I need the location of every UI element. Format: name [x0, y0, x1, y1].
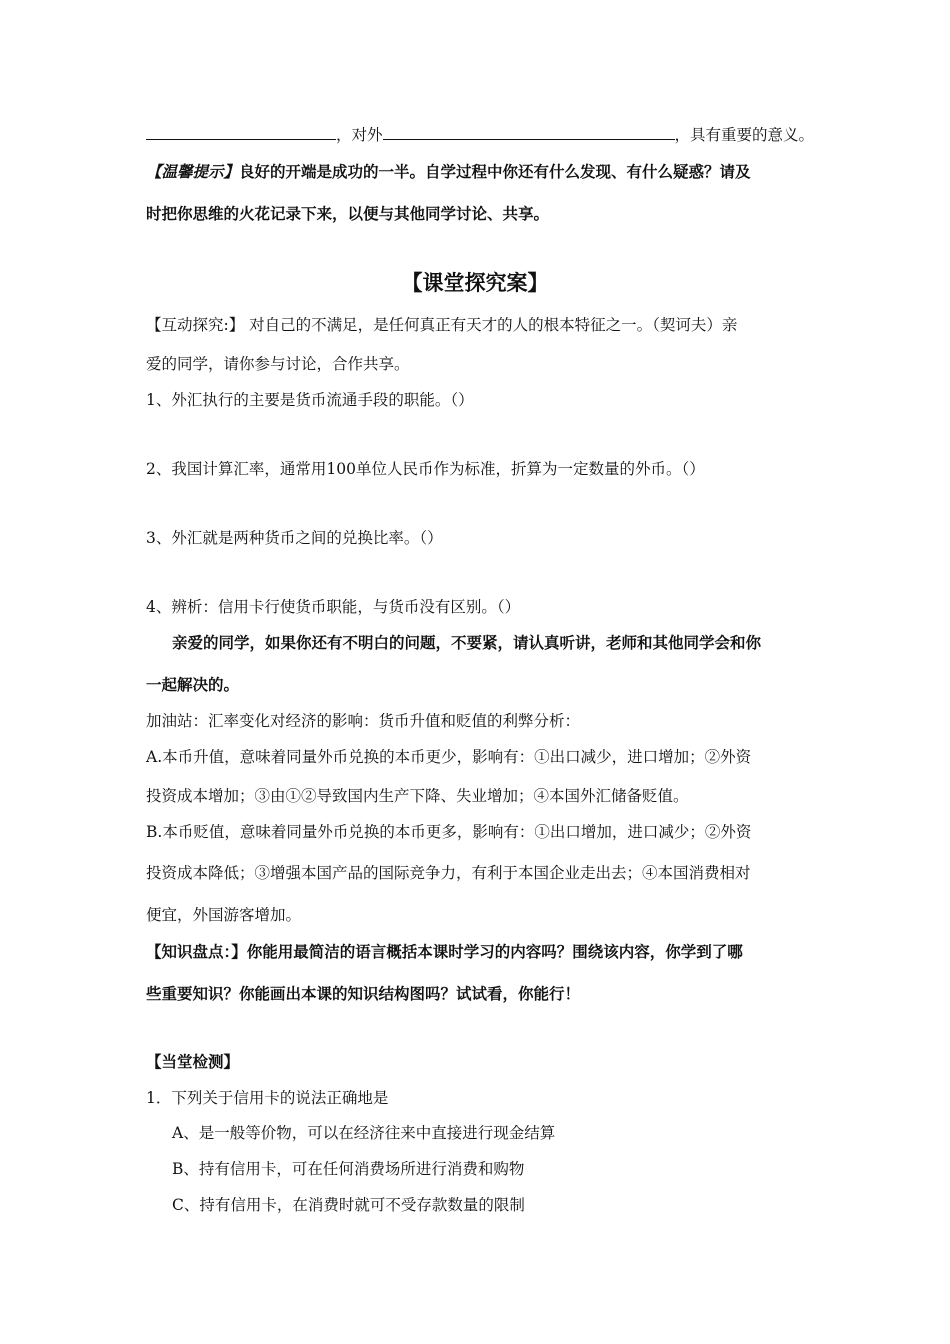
section-heading: 【课堂探究案】 [401, 270, 549, 295]
gas-station-title: 加油站：汇率变化对经济的影响：货币升值和贬值的利弊分析： [146, 712, 581, 730]
encourage-line-2: 一起解决的。 [146, 675, 240, 694]
test-question-1: 1．下列关于信用卡的说法正确地是 [146, 1089, 389, 1107]
answer-blank-1[interactable] [146, 125, 336, 140]
question-4: 4、辨析：信用卡行使货币职能，与货币没有区别。（） [146, 598, 521, 616]
question-2: 2、我国计算汇率，通常用100单位人民币作为标准，折算为一定数量的外币。（） [146, 460, 705, 478]
fill-end-text: ，具有重要的意义。 [674, 126, 815, 144]
tip-line-1 [146, 161, 816, 183]
gas-station-a-line-2: 投资成本增加；③由①②导致国内生产下降、失业增加；④本国外汇储备贬值。 [146, 787, 689, 805]
test-option-a: A、是一般等价物，可以在经济往来中直接进行现金结算 [172, 1124, 556, 1142]
question-3: 3、外汇就是两种货币之间的兑换比率。（） [146, 529, 443, 547]
interactive-text-1: 对自己的不满足，是任何真正有天才的人的根本特征之一。（契诃夫）亲 [244, 316, 738, 334]
tip-text-1: 良好的开端是成功的一半。自学过程中你还有什么发现、有什么疑惑？请及 [239, 162, 751, 181]
test-option-b: B、持有信用卡，可在任何消费场所进行消费和购物 [172, 1160, 525, 1178]
gas-station-b-line-1: B.本币贬值，意味着同量外币兑换的本币更多，影响有：①出口增加，进口减少；②外资 [146, 823, 752, 841]
encourage-line-1: 亲爱的同学，如果你还有不明白的问题，不要紧，请认真听讲，老师和其他同学会和你 [172, 633, 762, 652]
gas-station-a-line-1: A.本币升值，意味着同量外币兑换的本币更少，影响有：①出口减少，进口增加；②外资 [146, 748, 752, 766]
question-1: 1、外汇执行的主要是货币流通手段的职能。（） [146, 391, 474, 409]
tip-line-2: 时把你思维的火花记录下来，以便与其他同学讨论、共享。 [146, 204, 550, 223]
answer-blank-2[interactable] [383, 125, 675, 140]
knowledge-line-1: 【知识盘点：】你能用最简洁的语言概括本课时学习的内容吗？围绕该内容，你学到了哪 [146, 942, 743, 961]
tip-label: 【温馨提示】 [146, 162, 240, 181]
gas-station-b-line-2: 投资成本降低；③增强本国产品的国际竞争力，有利于本国企业走出去；④本国消费相对 [146, 864, 751, 882]
interactive-line-2: 爱的同学，请你参与讨论，合作共享。 [146, 355, 410, 373]
gas-station-b-line-3: 便宜，外国游客增加。 [146, 906, 302, 924]
test-heading: 【当堂检测】 [146, 1052, 240, 1071]
test-option-c: C、持有信用卡，在消费时就可不受存款数量的限制 [172, 1196, 525, 1214]
interactive-line-1 [146, 314, 816, 336]
interactive-label: 【互动探究:】 [146, 316, 245, 334]
fill-blank-line [146, 124, 816, 146]
knowledge-line-2: 些重要知识？你能画出本课的知识结构图吗？试试看，你能行！ [146, 984, 581, 1003]
fill-mid-text: ，对外 [336, 126, 383, 144]
